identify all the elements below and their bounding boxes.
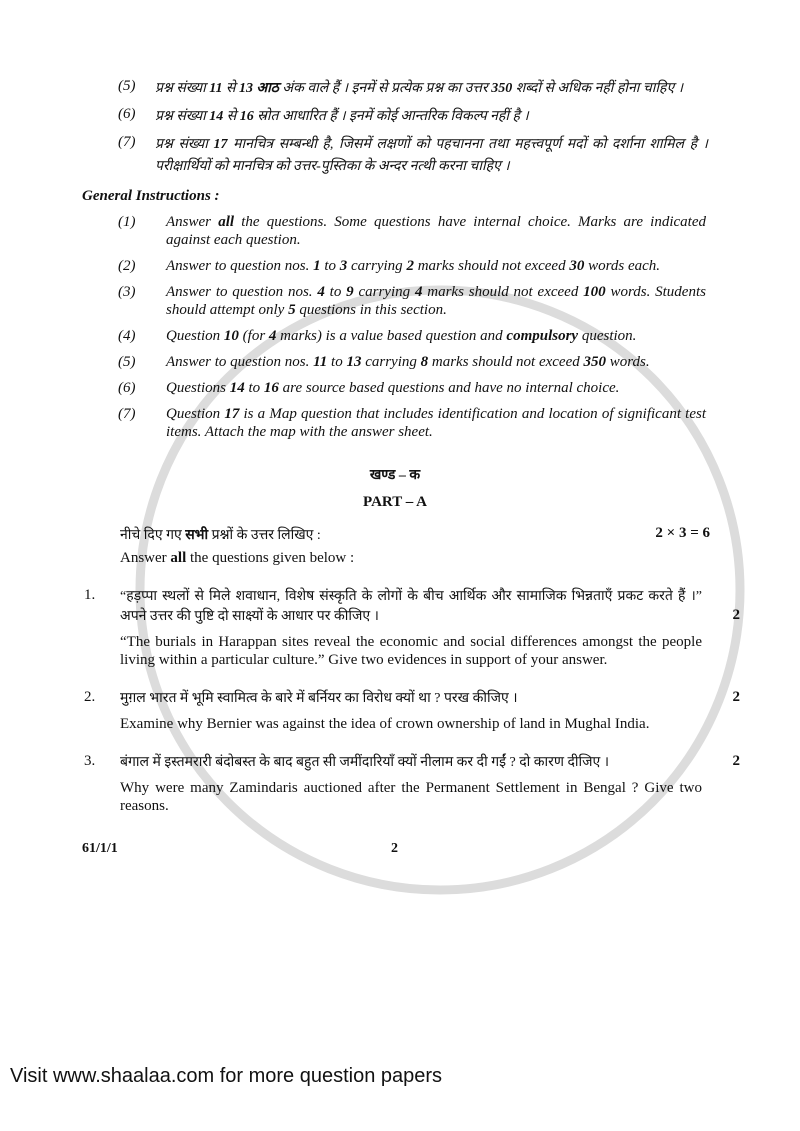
emphasis-text: compulsory [506,328,579,344]
question-hindi: बंगाल में इस्तमरारी बंदोबस्त के बाद बहुत सी जमींदारियाँ क्यों नीलाम कर दी गईं ? दो कारण दीजिए । [120,755,610,770]
instruction-item [0,106,800,128]
text-segment: Question [166,406,225,422]
emphasis-text: 17 [224,406,240,422]
instruction-item [0,327,800,345]
emphasis-text: 5 [288,302,296,318]
emphasis-text: 30 [569,258,585,274]
item-number: (1) [118,214,136,230]
emphasis-text: 11 [209,81,223,96]
instruction-item [0,213,800,249]
question-marks: 2 [732,607,740,623]
emphasis-text: 10 [223,328,239,344]
text-segment: Answer to question nos. [166,284,318,300]
section-title-hindi: खण्ड – क [369,468,421,483]
question-item [0,689,800,733]
instruction-text [155,78,708,100]
text-segment: is a Map question that includes identification and location of significant test items. Attach the map with the answer sheet. [166,406,706,440]
question-item [0,753,800,815]
emphasis-text: 13 [346,354,362,370]
instruction-item [0,257,800,275]
text-segment: Question [166,328,224,344]
question-number: 1. [84,587,96,603]
text-segment: स्रोत आधारित हैं । इनमें कोई आन्तरिक विकल्प नहीं है । [253,109,529,124]
item-number: (2) [118,258,136,274]
question-hindi: मुग़ल भारत में भूमि स्वामित्व के बारे में बर्नियर का विरोध क्यों था ? परख कीजिए । [120,691,518,706]
instruction-text [166,283,706,319]
emphasis-text: 350 [491,81,513,96]
instruction-item [0,134,800,178]
emphasis-text: 4 [317,284,325,300]
emphasis-text: 16 [263,380,279,396]
intro-hindi [120,525,321,544]
text-segment: to [320,258,340,274]
emphasis-text: आठ [256,81,279,96]
text-segment: प्रश्नों के उत्तर लिखिए : [208,528,321,543]
text-segment: से [222,81,239,96]
question-marks: 2 [732,689,740,705]
emphasis-text: 3 [339,258,348,274]
text-segment: प्रश्न संख्या [155,137,214,152]
instruction-text [166,327,706,345]
emphasis-text: 350 [583,354,607,370]
emphasis-text: all [218,214,235,230]
text-segment: marks should not exceed [422,284,584,300]
instruction-item [0,379,800,397]
text-segment: carrying [347,258,407,274]
text-segment: Answer to question nos. [166,258,314,274]
item-number: (3) [118,284,136,300]
instruction-item [0,353,800,371]
text-segment: Answer [166,214,219,230]
question-number: 2. [84,689,96,705]
intro-english [120,550,800,567]
text-segment: are source based questions and have no internal choice. [278,380,620,396]
intro-row [120,525,710,544]
emphasis-text: 13 [238,81,253,96]
text-segment: carrying [353,284,415,300]
text-segment: words. [606,354,650,370]
emphasis-text: 4 [268,328,277,344]
text-segment: Answer [120,550,171,566]
instruction-item [0,283,800,319]
emphasis-text: 14 [229,380,245,396]
emphasis-text: 1 [313,258,321,274]
section-title-english: PART – A [363,494,427,510]
emphasis-text: 17 [213,137,228,152]
emphasis-text: 16 [239,109,254,124]
general-instructions-heading: General Instructions : [82,188,220,204]
questions [0,587,800,815]
item-number: (5) [118,78,136,94]
page-number: 2 [391,841,398,856]
question-english: “The burials in Harappan sites reveal the economic and social differences amongst the people living within a particular culture.” Give two evidences in support of your answer. [120,634,702,668]
item-number: (6) [118,106,136,122]
text-segment: question. [578,328,637,344]
text-segment: शब्दों से अधिक नहीं होना चाहिए । [512,81,684,96]
text-segment: words each. [584,258,661,274]
instruction-text [166,257,706,275]
emphasis-text: 100 [583,284,606,300]
question-item [0,587,800,669]
instruction-text [166,405,706,441]
emphasis-text: all [170,550,187,566]
hindi-instructions [0,78,800,178]
item-number: (7) [118,134,136,150]
text-segment: to [327,354,347,370]
footer [0,841,800,857]
instruction-item [0,78,800,100]
emphasis-text: सभी [185,528,209,543]
text-segment: marks should not exceed [413,258,570,274]
text-segment: questions in this section. [295,302,447,318]
emphasis-text: 9 [346,284,354,300]
emphasis-text: 4 [414,284,423,300]
question-english: Why were many Zamindaris auctioned after the Permanent Settlement in Bengal ? Give two reasons. [120,780,702,814]
item-number: (6) [118,380,136,396]
text-segment: मानचित्र सम्बन्धी है, जिसमें लक्षणों को पहचानना तथा महत्त्वपूर्ण मदों को दर्शाना शामिल है । परीक्षार्थियों को मानचित्र को उत्तर-पुस्तिका के अन्दर नत्थी करना चाहिए । [155,137,708,174]
general-instructions [0,213,800,441]
emphasis-text: 8 [420,354,429,370]
item-number: (5) [118,354,136,370]
text-segment: Answer to question nos. [166,354,314,370]
emphasis-text: 2 [406,258,414,274]
text-segment: प्रश्न संख्या [155,109,210,124]
text-segment: Questions [166,380,230,396]
item-number: (7) [118,406,136,422]
text-segment: to [244,380,264,396]
text-segment: प्रश्न संख्या [155,81,210,96]
question-marks: 2 [732,753,740,769]
instruction-text [155,106,708,128]
text-segment: to [324,284,347,300]
question-number: 3. [84,753,96,769]
section-marks: 2 × 3 = 6 [655,525,710,541]
instruction-text [155,134,708,178]
item-number: (4) [118,328,136,344]
text-segment: marks should not exceed [428,354,584,370]
instruction-text [166,213,706,249]
text-segment: the questions. Some questions have internal choice. Marks are indicated against each question. [166,214,706,248]
text-segment: से [223,109,240,124]
text-segment: (for [238,328,269,344]
instruction-text [166,353,706,371]
text-segment: the questions given below : [186,550,355,566]
question-english: Examine why Bernier was against the idea of crown ownership of land in Mughal India. [120,716,650,732]
question-hindi: “हड़प्पा स्थलों से मिले शवाधान, विशेष संस्कृति के लोगों के बीच आर्थिक और सामाजिक भिन्नताएँ प्रकट करते हैं ।” अपने उत्तर की पुष्टि दो साक्ष्यों के आधार पर कीजिए । [120,589,702,624]
website-banner[interactable]: Visit www.shaalaa.com for more question papers [10,1065,443,1087]
text-segment: words. Students should attempt only [166,284,706,318]
text-segment: नीचे दिए गए [120,528,186,543]
text-segment: marks) is a value based question and [276,328,507,344]
emphasis-text: 14 [209,109,224,124]
paper-code: 61/1/1 [82,841,118,856]
instruction-item [0,405,800,441]
text-segment: carrying [361,354,421,370]
instruction-text [166,379,706,397]
emphasis-text: 11 [313,354,328,370]
text-segment: अंक वाले हैं । इनमें से प्रत्येक प्रश्न का उत्तर [278,81,492,96]
